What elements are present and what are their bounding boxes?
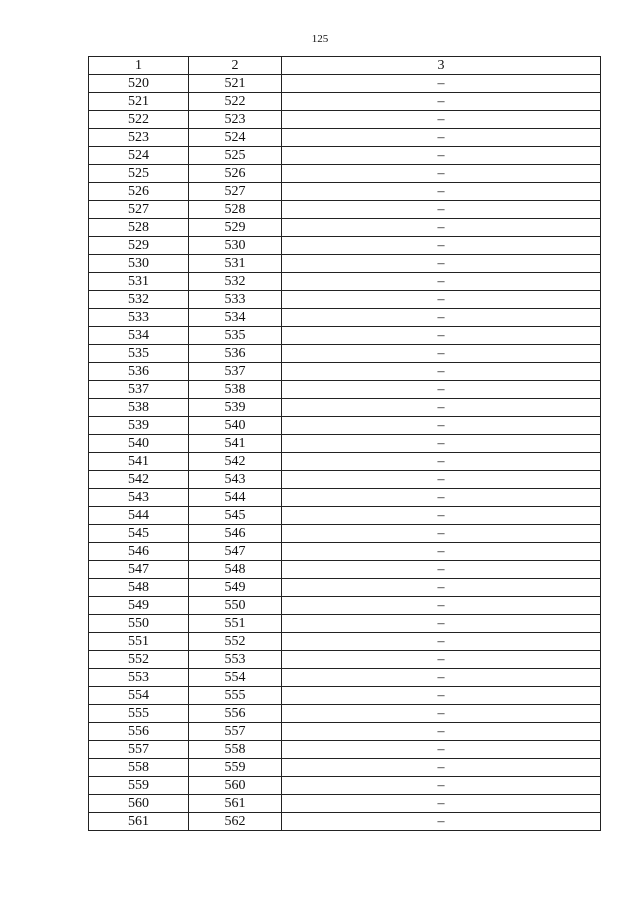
table-cell: – [282, 363, 601, 381]
column-header: 2 [189, 57, 282, 75]
table-row [89, 561, 601, 579]
table-cell: 547 [189, 543, 282, 561]
table-cell: 540 [189, 417, 282, 435]
table-cell: 529 [189, 219, 282, 237]
table-cell: 524 [89, 147, 189, 165]
table-cell: – [282, 327, 601, 345]
table-cell: 555 [89, 705, 189, 723]
table-cell: 540 [89, 435, 189, 453]
table-cell: – [282, 561, 601, 579]
table-cell: – [282, 183, 601, 201]
table-cell: 546 [189, 525, 282, 543]
table-cell: 538 [189, 381, 282, 399]
table-row [89, 435, 601, 453]
table-row [89, 633, 601, 651]
table-cell: 557 [189, 723, 282, 741]
table-row [89, 417, 601, 435]
page-number: 125 [311, 33, 329, 45]
table-cell: – [282, 723, 601, 741]
table-row [89, 453, 601, 471]
table-cell: – [282, 741, 601, 759]
table-row [89, 291, 601, 309]
table-cell: – [282, 129, 601, 147]
table-cell: – [282, 273, 601, 291]
table-cell: – [282, 291, 601, 309]
table-cell: 557 [89, 741, 189, 759]
table-cell: 545 [89, 525, 189, 543]
table-row [89, 489, 601, 507]
table-cell: 525 [189, 147, 282, 165]
table-cell: – [282, 219, 601, 237]
table-cell: – [282, 93, 601, 111]
table-cell: 561 [189, 795, 282, 813]
table-row [89, 75, 601, 93]
table-cell: 551 [89, 633, 189, 651]
table-cell: – [282, 201, 601, 219]
table-cell: – [282, 507, 601, 525]
table-cell: – [282, 435, 601, 453]
table-cell: 531 [89, 273, 189, 291]
table-row [89, 525, 601, 543]
table-cell: – [282, 759, 601, 777]
table-cell: – [282, 399, 601, 417]
table-cell: – [282, 525, 601, 543]
table-row [89, 615, 601, 633]
table-cell: – [282, 165, 601, 183]
table-cell: 527 [189, 183, 282, 201]
table-row [89, 669, 601, 687]
table-cell: 550 [189, 597, 282, 615]
table-body [89, 75, 601, 831]
table-cell: 522 [189, 93, 282, 111]
table-cell: – [282, 489, 601, 507]
table-row [89, 273, 601, 291]
table-cell: – [282, 615, 601, 633]
table-row [89, 399, 601, 417]
table-cell: 539 [189, 399, 282, 417]
table-cell: 562 [189, 813, 282, 831]
table-row [89, 795, 601, 813]
table-row [89, 183, 601, 201]
table-row [89, 327, 601, 345]
table-cell: 558 [189, 741, 282, 759]
table-cell: 528 [189, 201, 282, 219]
table-cell: 556 [189, 705, 282, 723]
table-cell: – [282, 345, 601, 363]
table-row [89, 201, 601, 219]
table-row [89, 597, 601, 615]
table-cell: 536 [189, 345, 282, 363]
table-cell: 554 [89, 687, 189, 705]
table-cell: 551 [189, 615, 282, 633]
table-row [89, 93, 601, 111]
table-cell: 548 [89, 579, 189, 597]
table-cell: – [282, 237, 601, 255]
table-cell: 538 [89, 399, 189, 417]
table-row [89, 129, 601, 147]
table-cell: 532 [189, 273, 282, 291]
data-table [88, 56, 601, 831]
table-cell: – [282, 633, 601, 651]
table-cell: 534 [189, 309, 282, 327]
table-cell: 541 [89, 453, 189, 471]
table-cell: 521 [89, 93, 189, 111]
table-cell: 543 [89, 489, 189, 507]
table-cell: – [282, 777, 601, 795]
table-row [89, 813, 601, 831]
table-cell: – [282, 543, 601, 561]
table-row [89, 507, 601, 525]
table-cell: 545 [189, 507, 282, 525]
table-row [89, 543, 601, 561]
table-row [89, 777, 601, 795]
table-cell: 550 [89, 615, 189, 633]
table-cell: 554 [189, 669, 282, 687]
table-cell: 530 [89, 255, 189, 273]
table-cell: 543 [189, 471, 282, 489]
table-row [89, 255, 601, 273]
table-row [89, 579, 601, 597]
table-cell: 532 [89, 291, 189, 309]
table-cell: – [282, 669, 601, 687]
table-cell: 537 [189, 363, 282, 381]
table-row [89, 723, 601, 741]
table-cell: 528 [89, 219, 189, 237]
table-row [89, 705, 601, 723]
table-cell: 542 [189, 453, 282, 471]
table-row [89, 687, 601, 705]
table-cell: 536 [89, 363, 189, 381]
table-cell: 535 [89, 345, 189, 363]
table-row [89, 219, 601, 237]
table-cell: 522 [89, 111, 189, 129]
table-cell: 546 [89, 543, 189, 561]
table-cell: 534 [89, 327, 189, 345]
table-cell: 525 [89, 165, 189, 183]
table-cell: 526 [189, 165, 282, 183]
table-cell: – [282, 255, 601, 273]
table-cell: 544 [89, 507, 189, 525]
table-cell: 560 [89, 795, 189, 813]
table-cell: – [282, 453, 601, 471]
column-header: 1 [89, 57, 189, 75]
table-cell: 552 [89, 651, 189, 669]
table-cell: 526 [89, 183, 189, 201]
table-cell: 560 [189, 777, 282, 795]
table-cell: 527 [89, 201, 189, 219]
table-cell: 556 [89, 723, 189, 741]
table-cell: 539 [89, 417, 189, 435]
table-cell: – [282, 147, 601, 165]
table-cell: 552 [189, 633, 282, 651]
table-row [89, 471, 601, 489]
table-row [89, 147, 601, 165]
table-cell: 535 [189, 327, 282, 345]
table-row [89, 165, 601, 183]
table-cell: 559 [89, 777, 189, 795]
table-row [89, 237, 601, 255]
table-cell: 544 [189, 489, 282, 507]
table-cell: – [282, 651, 601, 669]
table-cell: 524 [189, 129, 282, 147]
table-cell: 533 [89, 309, 189, 327]
table-cell: 529 [89, 237, 189, 255]
table-cell: 531 [189, 255, 282, 273]
table-row [89, 345, 601, 363]
table-cell: – [282, 111, 601, 129]
table-cell: 549 [189, 579, 282, 597]
table-cell: – [282, 813, 601, 831]
table-row [89, 741, 601, 759]
table-cell: – [282, 687, 601, 705]
table-cell: 547 [89, 561, 189, 579]
table-cell: 558 [89, 759, 189, 777]
table-cell: 530 [189, 237, 282, 255]
table-cell: – [282, 579, 601, 597]
table-cell: 549 [89, 597, 189, 615]
table-row [89, 651, 601, 669]
table-cell: – [282, 417, 601, 435]
table-cell: 520 [89, 75, 189, 93]
table-row [89, 309, 601, 327]
column-header: 3 [282, 57, 601, 75]
header-row [89, 57, 601, 75]
table-cell: – [282, 75, 601, 93]
table-cell: – [282, 309, 601, 327]
table-cell: 561 [89, 813, 189, 831]
table-cell: 559 [189, 759, 282, 777]
table-cell: 553 [189, 651, 282, 669]
table-cell: 542 [89, 471, 189, 489]
table-cell: 553 [89, 669, 189, 687]
table-cell: 537 [89, 381, 189, 399]
table-cell: 521 [189, 75, 282, 93]
table-cell: 523 [189, 111, 282, 129]
table-cell: 533 [189, 291, 282, 309]
table-cell: – [282, 381, 601, 399]
table-cell: – [282, 795, 601, 813]
table-row [89, 381, 601, 399]
table-cell: 523 [89, 129, 189, 147]
table-cell: 541 [189, 435, 282, 453]
table-cell: 555 [189, 687, 282, 705]
table-row [89, 111, 601, 129]
table-row [89, 363, 601, 381]
table-cell: – [282, 471, 601, 489]
table-cell: – [282, 597, 601, 615]
table-cell: 548 [189, 561, 282, 579]
table-row [89, 759, 601, 777]
table-cell: – [282, 705, 601, 723]
